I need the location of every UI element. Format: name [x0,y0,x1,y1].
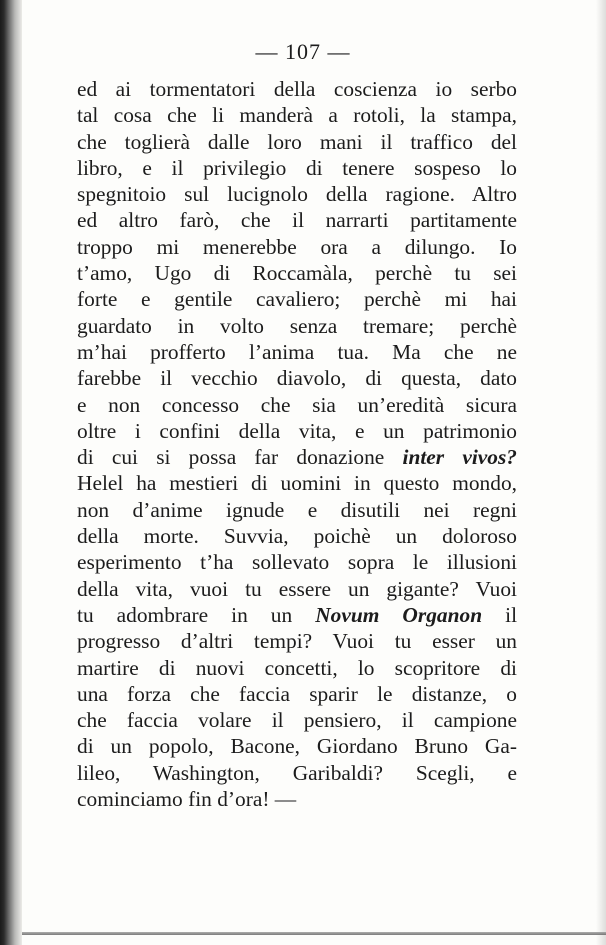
text-segment: il [482,602,518,627]
page-edge-shadow [596,0,606,945]
page-bottom-rule [22,932,606,935]
text-line: guardato in volto senza tremare; perchè [77,313,517,338]
text-line: cominciamo fin d’ora! — [77,787,297,812]
text-line: progresso d’altri tempi? Vuoi tu esser un [77,629,517,654]
text-line: farebbe il vecchio diavolo, di questa, dato [77,366,517,391]
text-line: forte e gentile cavaliero; perchè mi hai [77,287,517,312]
text-line: di un popolo, Bacone, Giordano Bruno Ga- [77,734,517,759]
text-segment: tu adombrare in un [77,602,316,627]
text-line: ed ai tormentatori della coscienza io serbo [77,77,517,101]
italic-phrase: Novum Organon [315,602,483,627]
text-line: oltre i confini della vita, e un patrimonio [77,418,517,443]
text-line: libro, e il privilegio di tenere sospeso lo [77,155,517,180]
text-line: esperimento t’ha sollevato sopra le illusioni [77,550,517,575]
text-line: non d’anime ignude e disutili nei regni [77,497,517,522]
text-line: Helel ha mestieri di uomini in questo mondo, [77,471,517,496]
text-line: e non concesso che sia un’eredità sicura [77,392,517,417]
text-line: della morte. Suvvia, poichè un doloroso [77,524,517,549]
text-line: martire di nuovi concetti, lo scopritore di [77,655,517,680]
text-line: spegnitoio sul lucignolo della ragione. Altro [77,182,517,207]
text-line: m’hai profferto l’anima tua. Ma che ne [77,339,517,364]
text-line [77,602,517,628]
text-line: troppo mi menerebbe ora a dilungo. Io [77,234,517,259]
text-line: tal cosa che li manderà a rotoli, la stampa, [77,103,517,128]
text-line: t’amo, Ugo di Roccamàla, perchè tu sei [77,261,517,286]
text-line: che faccia volare il pensiero, il campione [77,708,517,733]
text-line: una forza che faccia sparir le distanze, o [77,681,517,706]
italic-phrase: inter vivos? [402,445,517,470]
text-line: che toglierà dalle loro mani il traffico del [77,129,517,154]
text-line: lileo, Washington, Garibaldi? Scegli, e [77,760,517,785]
text-line: ed altro farò, che il narrarti partitamente [77,208,517,233]
text-segment: di cui si possa far donazione [77,445,403,470]
text-line [77,444,517,470]
page-number: — 107 — [255,39,351,64]
book-binding-edge [0,0,22,945]
text-line: della vita, vuoi tu essere un gigante? Vuoi [77,576,517,601]
body-text [77,76,517,812]
